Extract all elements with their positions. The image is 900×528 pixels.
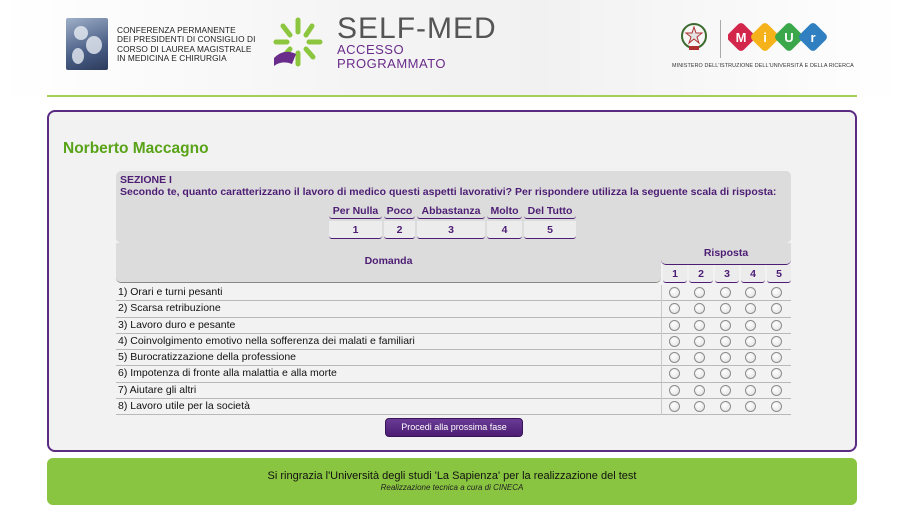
conference-logo [66,18,108,70]
scale-value: 3 [417,221,485,239]
next-phase-button[interactable]: Procedi alla prossima fase [385,418,523,437]
question-row-5 [116,350,791,366]
scale-item [524,203,576,243]
answer-radio-4[interactable] [745,336,756,347]
answer-radio-3[interactable] [720,336,731,347]
column-divider [661,383,662,399]
answer-radio-2[interactable] [694,401,705,412]
answer-radio-3[interactable] [720,352,731,363]
answer-radio-2[interactable] [694,352,705,363]
conference-line: IN MEDICINA E CHIRURGIA [117,52,227,63]
section-question: Secondo te, quanto caratterizzano il lavoro di medico questi aspetti lavorativi? Per rispondere utilizza la seguente scala di risposta: [120,186,777,198]
page-footer [47,458,857,505]
answer-radio-1[interactable] [669,368,680,379]
answer-radio-4[interactable] [745,287,756,298]
question-text: 6) Impotenza di fronte alla malattia e alla morte [118,367,337,380]
column-divider [661,366,662,382]
footer-thanks: Si ringrazia l'Università degli studi 'La Sapienza' per la realizzazione del test [267,470,637,482]
question-text: 1) Orari e turni pesanti [118,286,223,298]
answer-radio-5[interactable] [771,336,782,347]
question-row-4 [116,334,791,350]
scale-label: Abbastanza [417,203,485,219]
scale-item [384,203,415,243]
svg-text:i: i [763,30,767,45]
answer-radio-4[interactable] [745,401,756,412]
question-row-8 [116,399,791,415]
answer-radio-3[interactable] [720,401,731,412]
answer-radio-1[interactable] [669,352,680,363]
answer-radio-5[interactable] [771,368,782,379]
selfmed-title: SELF-MED [337,12,497,45]
question-text: 5) Burocratizzazione della professione [118,351,297,364]
section-header [116,171,791,243]
answer-radio-4[interactable] [745,352,756,363]
answer-radio-2[interactable] [694,303,705,314]
answer-radio-1[interactable] [669,385,680,396]
answer-radio-3[interactable] [720,287,731,298]
answer-radio-4[interactable] [745,320,756,331]
answer-radio-3[interactable] [720,303,731,314]
conference-text [117,26,256,63]
column-divider [661,285,662,301]
answer-radio-5[interactable] [771,352,782,363]
answer-radio-5[interactable] [771,320,782,331]
column-divider [661,399,662,415]
ministry-text: MINISTERO DELL'ISTRUZIONE DELL'UNIVERSITÀ E DELLA RICERCA [672,63,854,69]
answer-radio-3[interactable] [720,320,731,331]
question-text: 2) Scarsa retribuzione [118,302,221,315]
risposta-column-4: 4 [741,265,765,283]
footer-credits: Realizzazione tecnica a cura di CINECA [380,483,524,492]
question-row-3 [116,318,791,334]
svg-text:r: r [810,30,816,45]
domanda-header-label: Domanda [364,255,413,267]
question-row-2 [116,301,791,317]
answer-radio-5[interactable] [771,385,782,396]
miur-logo [728,20,836,58]
question-text: 7) Aiutare gli altri [118,383,197,396]
scale-label: Poco [384,203,415,219]
questionnaire-panel [47,110,857,452]
answer-radio-1[interactable] [669,303,680,314]
conference-line: CORSO DI LAUREA MAGISTRALE [117,43,252,54]
svg-text:U: U [784,30,794,45]
question-row-1 [116,285,791,301]
question-row-6 [116,366,791,382]
answer-radio-5[interactable] [771,303,782,314]
answer-radio-4[interactable] [745,303,756,314]
scale-label: Molto [487,203,522,219]
header-divider [47,95,857,97]
selfmed-burst-logo [270,14,326,70]
answer-radio-2[interactable] [694,385,705,396]
column-divider [661,334,662,350]
answer-radio-1[interactable] [669,336,680,347]
column-divider [661,350,662,366]
scale-value: 4 [487,221,522,239]
answer-radio-3[interactable] [720,368,731,379]
page-header [0,0,900,96]
question-text: 8) Lavoro utile per la società [118,400,250,413]
risposta-column-5: 5 [767,265,791,283]
column-divider [661,318,662,334]
answer-radio-2[interactable] [694,320,705,331]
risposta-column-3: 3 [715,265,739,283]
svg-text:M: M [735,30,747,45]
question-row-7 [116,383,791,399]
question-text: 3) Lavoro duro e pesante [118,318,236,331]
selfmed-subtitle-1: ACCESSO [337,42,405,57]
scale-value: 5 [524,221,576,239]
answer-radio-4[interactable] [745,368,756,379]
domanda-header [116,243,661,283]
scale-label: Del Tutto [524,203,576,219]
answer-radio-2[interactable] [694,287,705,298]
user-name: Norberto Maccagno [63,140,209,157]
scale-item [487,203,522,243]
conference-line: CONFERENZA PERMANENTE [117,25,236,35]
question-rows [116,285,791,415]
conference-line: DEI PRESIDENTI DI CONSIGLIO DI [117,34,256,45]
answer-radio-5[interactable] [771,287,782,298]
answer-radio-1[interactable] [669,287,680,298]
selfmed-subtitle-2: PROGRAMMATO [337,56,447,71]
column-divider [661,301,662,317]
answer-radio-1[interactable] [669,401,680,412]
section-title: SEZIONE I [120,174,172,186]
answer-radio-2[interactable] [694,336,705,347]
answer-radio-2[interactable] [694,368,705,379]
scale-value: 2 [384,221,415,239]
answer-radio-1[interactable] [669,320,680,331]
answer-radio-3[interactable] [720,385,731,396]
risposta-header: Risposta [661,243,791,265]
risposta-column-1: 1 [663,265,687,283]
question-text: 4) Coinvolgimento emotivo nella sofferenza dei malati e familiari [118,334,415,347]
risposta-column-2: 2 [689,265,713,283]
logo-separator [720,20,721,58]
scale-label: Per Nulla [329,203,382,219]
answer-radio-4[interactable] [745,385,756,396]
scale-item [417,203,485,243]
scale-value: 1 [329,221,382,239]
answer-radio-5[interactable] [771,401,782,412]
scale-item [329,203,382,243]
republic-emblem-icon [680,22,708,52]
